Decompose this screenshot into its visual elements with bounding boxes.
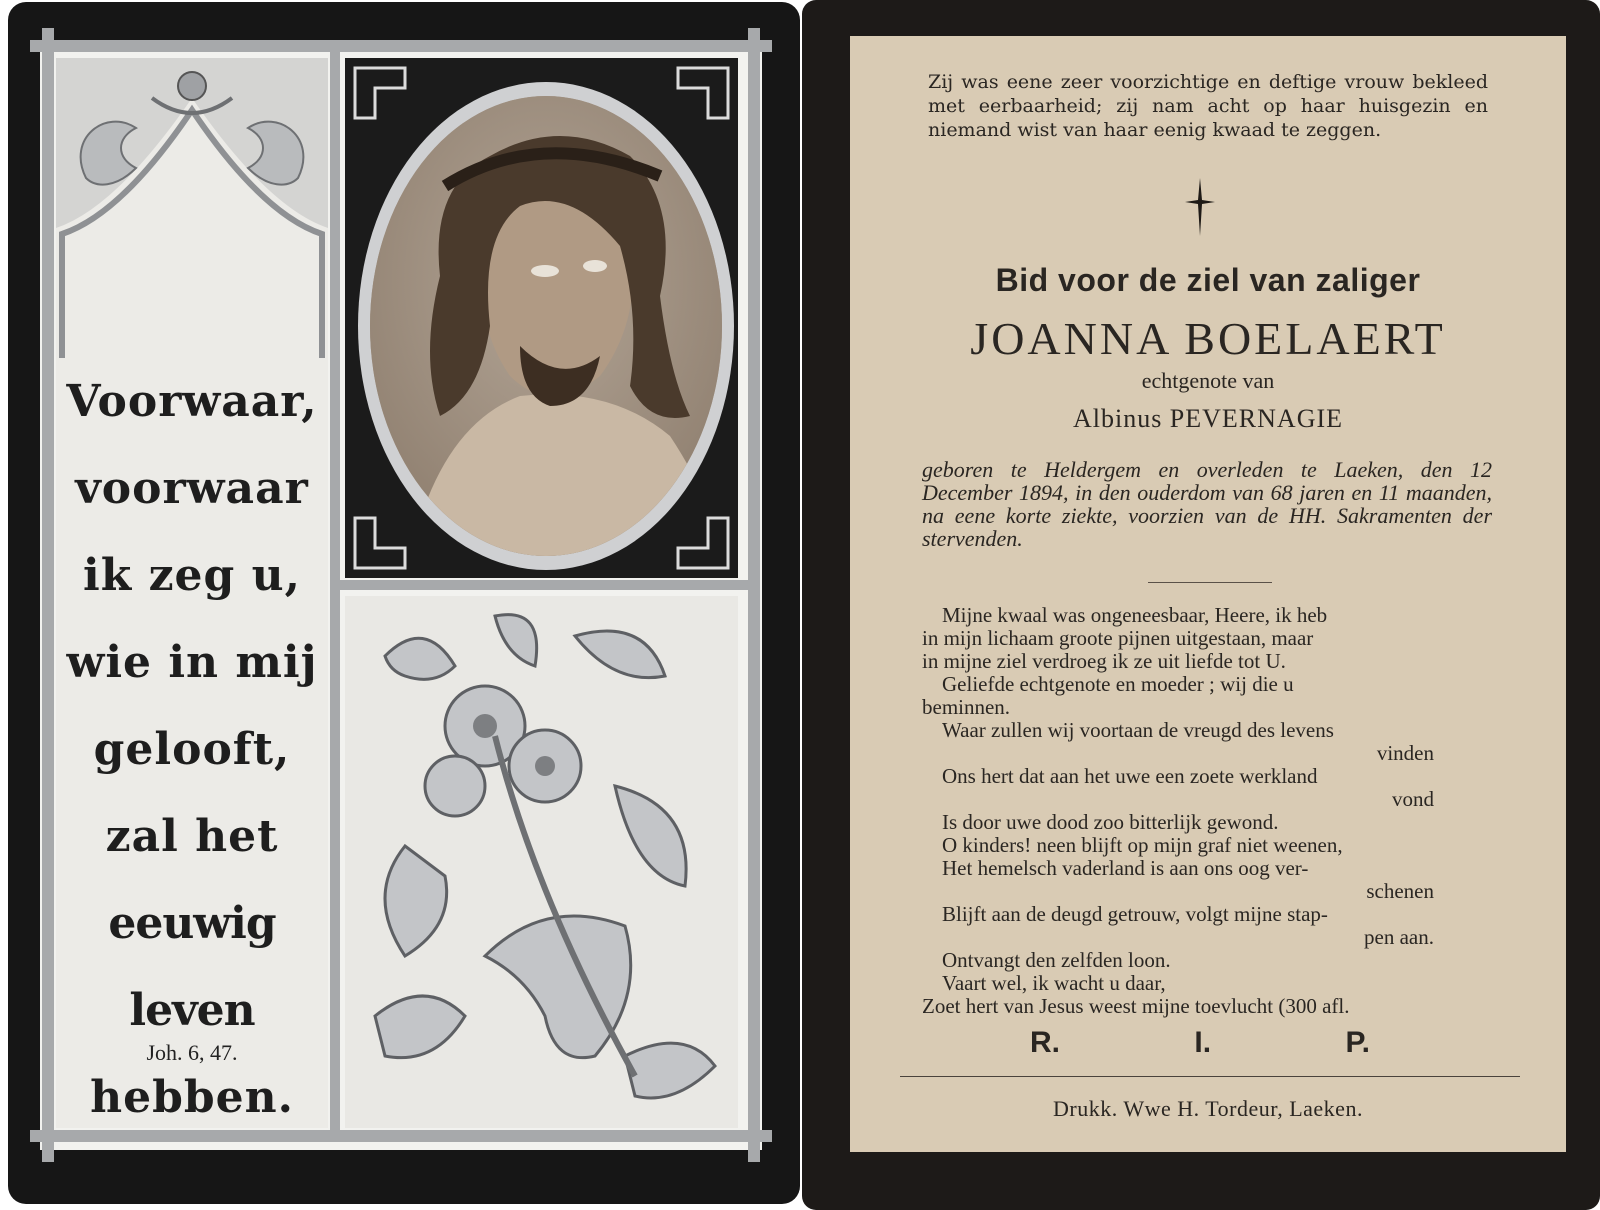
gothic-arch-ornament xyxy=(56,58,328,358)
verse-line: wie in mij xyxy=(66,637,318,688)
verse-line: eeuwig leven xyxy=(108,898,276,1036)
poem-line: Ons hert dat aan het uwe een zoete werkland xyxy=(942,764,1318,788)
poem-line: pen aan. xyxy=(1364,925,1434,949)
poem-line: beminnen. xyxy=(922,695,1011,719)
poem-line: vinden xyxy=(1376,741,1434,765)
poem-line: Geliefde echtgenote en moeder ; wij die u xyxy=(942,672,1294,696)
lily-ornament xyxy=(345,596,738,1128)
spouse-label: echtgenote van xyxy=(1141,368,1275,393)
poem-line: Ontvangt den zelfden loon. xyxy=(942,948,1171,972)
frame-right-post xyxy=(748,28,760,1162)
virtue-paragraph: Zij was eene zeer voorzichtige en deftige vrouw bekleed met eerbaarheid; zij nam acht op haar huisgezin en niemand wist van haar eenig kwaad te zeggen. xyxy=(928,71,1488,141)
verse-panel xyxy=(56,58,328,1128)
poem-line: schenen xyxy=(1366,879,1434,903)
verse-line: ik zeg u, xyxy=(83,550,301,601)
footer-rule xyxy=(900,1076,1520,1077)
frame-mid-bar xyxy=(335,580,750,590)
poem-line: O kinders! neen blijft op mijn graf niet weenen, xyxy=(942,833,1343,857)
christ-portrait-image xyxy=(370,96,722,556)
poem-line: vond xyxy=(1392,787,1434,811)
rip-letter: R. xyxy=(1030,1026,1060,1059)
poem-line: Is door uwe dood zoo bitterlijk gewond. xyxy=(942,810,1279,834)
poem-line: in mijne ziel verdroeg ik ze uit liefde tot U. xyxy=(922,649,1286,673)
rip-letter: I. xyxy=(1194,1026,1212,1059)
flower-panel xyxy=(345,596,738,1128)
poem-line: Mijne kwaal was ongeneesbaar, Heere, ik heb xyxy=(942,603,1328,627)
poem-line: Het hemelsch vaderland is aan ons oog ver- xyxy=(942,856,1309,880)
verse-text xyxy=(56,358,328,1141)
poem-line: Blijft aan de deugd getrouw, volgt mijne stap- xyxy=(942,902,1328,926)
biography-text: geboren te Heldergem en overleden te Laeken, den 12 December 1894, in den ouderdom van 68 jaren en 11 maanden, na eene korte ziekte, voorzien van de HH. Sakramenten der stervenden. xyxy=(922,457,1492,551)
verse-line: zal het xyxy=(105,811,279,862)
cross-icon xyxy=(1185,178,1215,236)
rip-letter: P. xyxy=(1345,1026,1370,1059)
poem-line: Vaart wel, ik wacht u daar, xyxy=(942,971,1166,995)
verse-line: hebben. xyxy=(90,1072,294,1123)
rip-abbreviation xyxy=(1030,1026,1370,1060)
frame-top-bar xyxy=(30,40,772,52)
verse-reference: Joh. 6, 47. xyxy=(146,1040,238,1065)
poem-line: Waar zullen wij voortaan de vreugd des levens xyxy=(942,718,1334,742)
separator-line xyxy=(1148,582,1272,583)
frame-left-post xyxy=(42,28,54,1162)
frame-mid-post xyxy=(330,52,340,1142)
poem-line: in mijn lichaam groote pijnen uitgestaan, maar xyxy=(922,626,1314,650)
verse-line: gelooft, xyxy=(93,724,291,775)
verse-line: Voorwaar, xyxy=(66,376,318,427)
memorial-poem xyxy=(922,604,1492,1018)
spouse-name: Albinus PEVERNAGIE xyxy=(1072,404,1344,433)
poem-line: Zoet hert van Jesus weest mijne toevlucht (300 afl. xyxy=(922,994,1350,1018)
verse-line: voorwaar xyxy=(75,463,309,514)
prayer-heading: Bid voor de ziel van zaliger xyxy=(995,262,1421,298)
deceased-name: JOANNA BOELAERT xyxy=(970,313,1446,364)
printer-credit: Drukk. Wwe H. Tordeur, Laeken. xyxy=(1053,1096,1363,1121)
